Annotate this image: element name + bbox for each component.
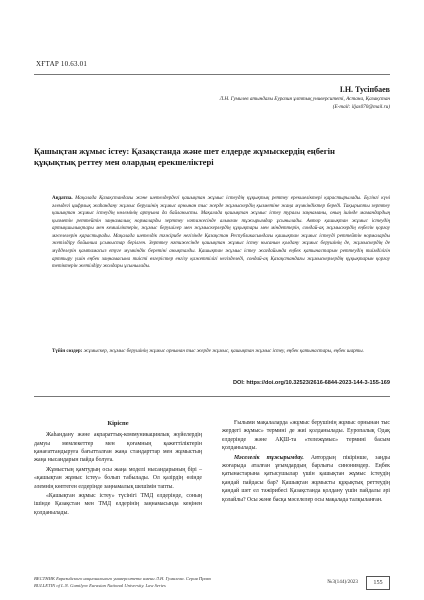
section-rule <box>34 396 390 397</box>
journal-name <box>34 576 274 589</box>
doi-link[interactable]: DOI: https://doi.org/10.32523/2616-6844-2023-144-3-155-169 <box>232 380 390 386</box>
irstar-code: ХҒТАР 10.63.01 <box>36 60 88 68</box>
top-rule <box>34 74 390 75</box>
page-number: 155 <box>366 576 390 590</box>
article-title: Қашықтан жұмыс істеу: Қазақстанда және шет елдерде жұмыскердің еңбегін құқықтық реттеу мен олардың ерекшеліктері <box>34 146 335 168</box>
body-paragraph: Жаһандану және ақпараттық-коммуникациялық жүйелердің дамуы мемлекеттер мен қоғамның қажеттіліктерін қанағаттандыруға бағытталған жаңа стандарттар мен жұмыстың жаңа нысандарын пайда болуға. <box>34 432 202 464</box>
problem-label: Мәселелік тұжырымдау. <box>234 454 304 461</box>
affiliation-email: (E-mail: iljas070@mail.ru) <box>332 103 390 110</box>
body-paragraph: Жұмыстың қамтудың осы жаңа моделі нысандарының бірі – «қашықтан жұмыс істеу» болып табылады. Ол қазірдің өзінде әлемнің көптеген елдерінде заңнамалық шешімін тапты. <box>34 466 202 490</box>
affiliation-university: Л.Н. Гумилев атындағы Еуразия ұлттық университеті, Астана, Қазақстан <box>219 96 390 102</box>
journal-name-ru: ВЕСТНИК Евразийского национального университета имени Л.Н. Гумилева. Серия Право <box>34 576 212 581</box>
keywords-label: Түйін сөздер: <box>52 348 83 354</box>
body-paragraph: Ғылыми мақалаларда «жұмыс берушінің жұмыс орнынан тыс жердегі жұмыс» термині де жиі қолданылады. Еуропалық Одақ елдерінде және АҚШ-та «тележұмыс» термині басым қолданылады. <box>222 420 390 452</box>
right-column <box>222 419 390 505</box>
problem-statement <box>222 454 390 504</box>
problem-text: Автордың пікірінше, заңды жоғарыда аталған ұғымдардың барлығы синонимдер. Еңбек қатынастарына қатысушылар үшін қашықтан жұмыс істеудің қандай пайдасы бар? Қашықтан жұмысты құқықтық реттеудің қандай шет ел тәжірибесі Қазақстанда қолдану үшін пайдалы әрі қолайлы? Осы және басқа мәселелер осы мақалада талқыланған. <box>222 454 390 503</box>
abstract <box>52 195 390 271</box>
abstract-text: Мақалада Қазақстандағы және шетелдердегі қашықтан жұмыс істеудің құқықтық реттеу ерекшеліктері қарастырылады. Бүгінгі күні әлемдегі цифрлық жаһандану жұмыс берушінің жұмыс орнынан тыс жерде жұмыскердің қызметіне жаңа мүмкіндіктер береді. Тақырыпты зерттеу қашықтан жұмыс істеудің көлемінің артуына да байланысты. Мақалада қашықтан жұмыс істеу туралы заңнаманы, оның ішінде мамандардың қызметін реттейтін заңнамалық нормаларды зерттеу нәтижесінде алынған тұжырымдар ұсынылады. Автор қашықтан жұмыс істеудің артықшылықтары мен кемшіліктерін, жұмыс берушілер мен жұмыскерлердің құқықтары мен міндеттерін, сондай-ақ жұмыскердің еңбегін қорғау мәселелерін қарастырады. Мақалада шетелдік тәжірибе негізінде Қазақстан Республикасындағы қашықтан жұмыс істеуді реттейтін нормаларды жетілдіру бойынша ұсыныстар берілген. Зерттеу нәтижесінде қашықтан жұмыс істеу нысанын қолдану жұмыс берушінің де, жұмыскердің де мүдделерін қамтамасыз етуге мүмкіндік беретіні анықталды. Қашықтан жұмыс істеу жағдайында еңбек қатынастарын реттеудің тиімділігін арттыру үшін еңбек заңнамасына тиісті өзгерістер енгізу қажеттілігі негізделеді, сондай-ақ Қазақстандағы жұмыскерлердің құқықтарын қорғау тетіктерін жетілдіру жолдары ұсынылады. <box>52 195 390 270</box>
keywords-text: жұмыскер, жұмыс берушінің жұмыс орнынан тыс жерде жұмыс, қашықтан жұмыс істеу, еңбек қатынастары, еңбек шарты. <box>83 348 364 354</box>
abstract-label: Аңдатпа. <box>52 195 73 201</box>
journal-name-en: BULLETIN of L.N. Gumilyov Eurasian National University. Law Series <box>34 582 166 588</box>
author-affiliation <box>60 96 390 111</box>
keywords <box>52 348 390 356</box>
issue-number: №3(144)/2023 <box>327 579 358 585</box>
left-column <box>34 419 202 518</box>
body-paragraph: «Қашықтан жұмыс істеу» түсінігі ТМД елдерінде, соның ішінде Қазақстан мен ТМД елдерінің заңнамасында кеңінен қолданылады. <box>34 493 202 516</box>
intro-heading: Кіріспе <box>107 420 129 427</box>
author-name: I.Н. Тусiпбаев <box>339 85 390 94</box>
